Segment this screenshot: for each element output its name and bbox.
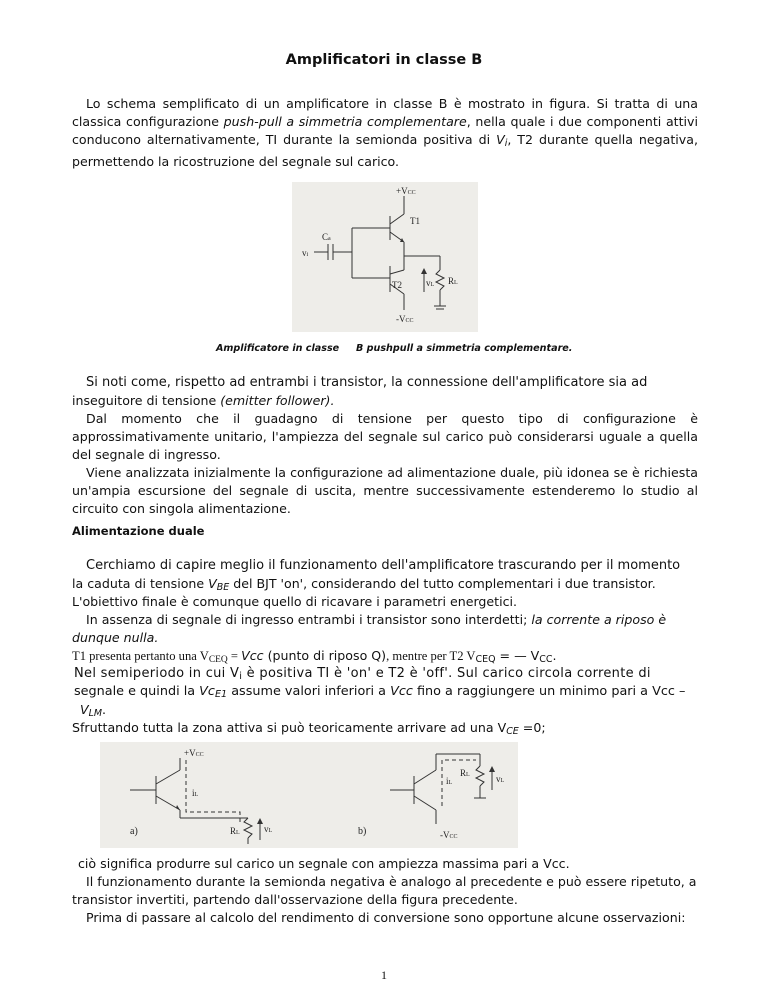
figure-a-label: a) (130, 826, 138, 837)
figure-b-label: b) (358, 826, 367, 837)
section2-line10: Sfruttando tutta la zona attiva si può teoricamente arrivare ad una $V_{CE} =0$; (72, 720, 546, 737)
figure1-caption-left: Amplificatore in classe (216, 343, 340, 354)
il-b-label: iL (446, 776, 453, 786)
half-circuits-figure (100, 742, 518, 848)
vcc-b-label: -VCC (440, 830, 458, 840)
section1-line2: inseguitore di tensione (emitter follower). (72, 393, 335, 408)
vl-a-label: vL (264, 824, 273, 834)
section1-line1: Si noti come, rispetto ad entrambi i transistor, la connessione dell'amplificatore sia ad (86, 375, 648, 390)
section2-line1: Cerchiamo di capire meglio il funzionamento dell'amplificatore trascurando per il momento (86, 558, 681, 573)
capacitor-label: Ca (322, 232, 331, 242)
load-voltage-label: vL (426, 278, 435, 288)
page-title: Amplificatori in classe B (285, 52, 483, 68)
section2-line4: In assenza di segnale di ingresso entrambi i transistor sono interdetti; la corrente a riposo è (86, 612, 667, 627)
rl-a-label: RL (230, 826, 240, 836)
vcc-top-label: +VCC (396, 186, 416, 196)
section2-line9: $V_{LM}$. (80, 702, 107, 719)
vcc-a-label: +VCC (184, 748, 204, 758)
rl-b-label: RL (460, 768, 470, 778)
section3-line3: transistor invertiti, partendo dall'osservazione della figura precedente. (72, 892, 518, 907)
section3-line1: ciò significa produrre sul carico un segnale con ampiezza massima pari a Vcc. (78, 856, 570, 871)
input-voltage-label: vi (302, 248, 309, 258)
t1-label: T1 (410, 216, 420, 226)
section1-paragraph2: Dal momento che il guadagno di tensione per questo tipo di configurazione è approssimativamente unitario, l'ampiezza del segnale sul carico può considerarsi uguale a quella del segnale di ingresso. (72, 411, 698, 462)
section1-paragraph3: Viene analizzata inizialmente la configurazione ad alimentazione duale, più idonea se è richiesta un'ampia escursione del segnale di uscita, mentre successivamente estenderemo lo studio al circuito con singola alimentazione. (72, 465, 698, 516)
section2-line5: dunque nulla. (72, 630, 159, 645)
section3-line4: Prima di passare al calcolo del rendimento di conversione sono opportune alcune osservazioni: (86, 910, 686, 925)
section2-line6: T1 presenta pertanto una $V_{CEQ}$ = Vcc (punto di riposo Q), mentre per T2 $V_{CEQ}$ = — $V_{CC}$. (72, 648, 557, 665)
section2-line8: segnale e quindi la $Vc_{E1}$ assume valori inferiori a Vcc fino a raggiungere un minimo pari a Vcc – (74, 684, 686, 700)
section-heading-dual-supply: Alimentazione duale (72, 524, 205, 538)
il-a-label: iL (192, 788, 199, 798)
vcc-bottom-label: -VCC (396, 314, 414, 324)
t2-label: T2 (392, 280, 402, 290)
section2-line2: la caduta di tensione $V_{BE}$ del BJT 'on', considerando del tutto complementari i due transistor. (72, 576, 656, 593)
section2-line7: Nel semiperiodo in cui $V_i$ è positiva TI è 'on' e T2 è 'off'. Sul carico circola corrente di (74, 666, 651, 682)
section3-line2: Il funzionamento durante la semionda negativa è analogo al precedente e può essere ripetuto, a (86, 874, 697, 889)
load-resistor-label: RL (448, 276, 458, 286)
figure1-caption-right: B pushpull a simmetria complementare. (356, 343, 573, 354)
push-pull-circuit-figure (292, 182, 478, 332)
page-number: 1 (381, 968, 387, 982)
section2-line3: L'obiettivo finale è comunque quello di ricavare i parametri energetici. (72, 594, 518, 609)
vl-b-label: vL (496, 774, 505, 784)
intro-paragraph: Lo schema semplificato di un amplificatore in classe B è mostrato in figura. Si tratta di una classica configurazione push-pull a simmetria complementare, nella quale i due componenti attivi conducono alternativamente, TI durante la semionda positiva di $V_i$, T2 durante quella negativa, permettendo la ricostruzione del segnale sul carico. (72, 96, 698, 169)
